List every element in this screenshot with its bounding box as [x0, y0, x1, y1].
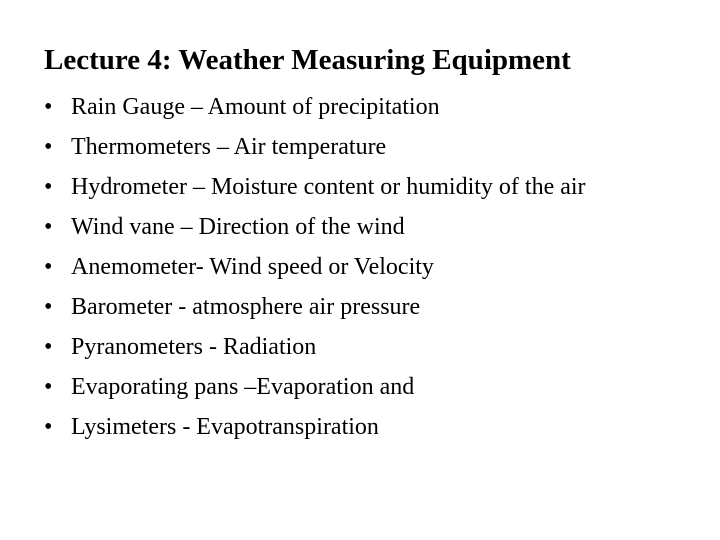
list-item-text: Evaporating pans –Evaporation and — [71, 374, 415, 400]
list-item-text: Pyranometers - Radiation — [71, 334, 317, 360]
list-item-text: Thermometers – Air temperature — [71, 134, 387, 160]
list-item-text: Wind vane – Direction of the wind — [71, 214, 405, 240]
list-item-text: Barometer - atmosphere air pressure — [71, 294, 421, 320]
bullet-icon: • — [44, 214, 53, 240]
slide-title: Lecture 4: Weather Measuring Equipment — [44, 44, 571, 76]
bullet-icon: • — [44, 174, 53, 200]
list-item-text: Rain Gauge – Amount of precipitation — [71, 94, 440, 120]
bullet-icon: • — [44, 294, 53, 320]
bullet-icon: • — [44, 134, 53, 160]
bullet-icon: • — [44, 94, 53, 120]
bullet-icon: • — [44, 254, 53, 280]
bullet-icon: • — [44, 414, 53, 440]
list-item-text: Hydrometer – Moisture content or humidity of the air — [71, 174, 586, 200]
bullet-icon: • — [44, 334, 53, 360]
bullet-icon: • — [44, 374, 53, 400]
list-item-text: Lysimeters - Evapotranspiration — [71, 414, 379, 440]
list-item-text: Anemometer- Wind speed or Velocity — [71, 254, 434, 280]
